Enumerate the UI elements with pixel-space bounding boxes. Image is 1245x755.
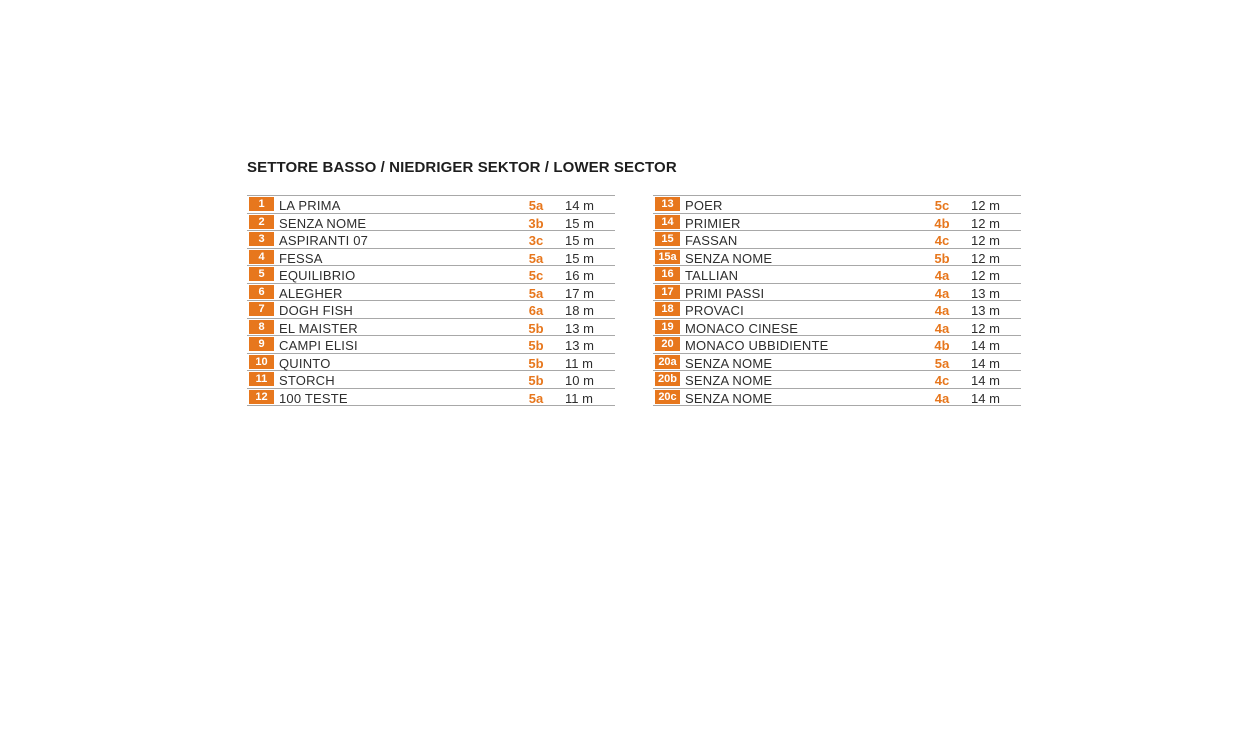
route-number-badge: 8 <box>249 320 274 334</box>
route-length: 14 m <box>971 390 1000 406</box>
route-number-badge: 15a <box>655 250 680 264</box>
route-name: EL MAISTER <box>279 320 358 336</box>
route-name: CAMPI ELISI <box>279 338 358 353</box>
route-row <box>653 249 1021 267</box>
route-name: STORCH <box>279 373 335 388</box>
route-name: 100 TESTE <box>279 390 348 406</box>
route-length: 15 m <box>565 250 594 266</box>
route-grade: 5b <box>528 320 544 336</box>
route-row <box>247 336 615 354</box>
route-row <box>653 231 1021 249</box>
route-grade: 4c <box>934 373 950 388</box>
route-number-badge: 20b <box>655 372 680 386</box>
route-length: 14 m <box>971 355 1000 371</box>
route-number-badge: 20a <box>655 355 680 369</box>
route-length: 10 m <box>565 373 594 388</box>
route-row <box>653 301 1021 319</box>
route-grade: 6a <box>528 303 544 318</box>
route-grade: 4c <box>934 233 950 248</box>
route-number-badge: 7 <box>249 302 274 316</box>
route-grade: 5b <box>934 250 950 266</box>
route-row <box>247 319 615 337</box>
route-length: 18 m <box>565 303 594 318</box>
route-name: LA PRIMA <box>279 198 341 213</box>
route-row <box>247 249 615 267</box>
route-name: PRIMI PASSI <box>685 285 765 301</box>
route-name: POER <box>685 198 723 213</box>
route-number-badge: 12 <box>249 390 274 404</box>
route-table-left <box>247 195 615 406</box>
route-row <box>247 196 615 214</box>
route-name: ALEGHER <box>279 285 343 301</box>
route-length: 11 m <box>565 390 593 406</box>
route-row <box>247 284 615 302</box>
route-grade: 5a <box>528 390 544 406</box>
route-length: 12 m <box>971 268 1000 283</box>
route-name: FASSAN <box>685 233 738 248</box>
route-row <box>653 389 1021 407</box>
route-name: MONACO CINESE <box>685 320 799 336</box>
route-row <box>653 354 1021 372</box>
route-name: SENZA NOME <box>685 250 773 266</box>
route-name: SENZA NOME <box>685 390 773 406</box>
route-grade: 4b <box>934 215 950 231</box>
route-number-badge: 9 <box>249 337 274 351</box>
route-number-badge: 4 <box>249 250 274 264</box>
route-table-right <box>653 195 1021 406</box>
route-grade: 5a <box>528 250 544 266</box>
route-number-badge: 13 <box>655 197 680 211</box>
route-name: MONACO UBBIDIENTE <box>685 338 829 353</box>
route-grade: 5b <box>528 373 544 388</box>
route-number-badge: 17 <box>655 285 680 299</box>
route-grade: 5a <box>934 355 950 371</box>
route-grade: 4a <box>934 303 950 318</box>
route-row <box>653 214 1021 232</box>
route-name: QUINTO <box>279 355 331 371</box>
route-name: SENZA NOME <box>685 355 773 371</box>
route-name: SENZA NOME <box>279 215 367 231</box>
route-length: 16 m <box>565 268 594 283</box>
route-grade: 5a <box>528 285 544 301</box>
route-name: DOGH FISH <box>279 303 354 318</box>
route-length: 14 m <box>971 373 1000 388</box>
route-name: PROVACI <box>685 303 744 318</box>
route-number-badge: 3 <box>249 232 274 246</box>
route-row <box>653 196 1021 214</box>
route-row <box>653 266 1021 284</box>
route-row <box>247 354 615 372</box>
route-name: FESSA <box>279 250 323 266</box>
route-length: 14 m <box>971 338 1000 353</box>
route-grade: 4a <box>934 285 950 301</box>
route-row <box>247 371 615 389</box>
route-grade: 3c <box>528 233 544 248</box>
route-length: 17 m <box>565 285 594 301</box>
route-length: 12 m <box>971 233 1000 248</box>
route-row <box>653 284 1021 302</box>
route-number-badge: 18 <box>655 302 680 316</box>
route-row <box>247 214 615 232</box>
route-number-badge: 20 <box>655 337 680 351</box>
route-number-badge: 2 <box>249 215 274 229</box>
route-number-badge: 10 <box>249 355 274 369</box>
route-row <box>653 371 1021 389</box>
route-grade: 5b <box>528 338 544 353</box>
route-length: 15 m <box>565 215 594 231</box>
route-grade: 4a <box>934 268 950 283</box>
route-name: PRIMIER <box>685 215 741 231</box>
route-length: 12 m <box>971 320 1000 336</box>
route-grade: 3b <box>528 215 544 231</box>
route-grade: 4a <box>934 320 950 336</box>
route-number-badge: 5 <box>249 267 274 281</box>
route-number-badge: 11 <box>249 372 274 386</box>
route-row <box>247 389 615 407</box>
route-name: EQUILIBRIO <box>279 268 356 283</box>
route-grade: 5a <box>528 198 544 213</box>
route-length: 13 m <box>971 285 1000 301</box>
route-number-badge: 19 <box>655 320 680 334</box>
route-number-badge: 14 <box>655 215 680 229</box>
route-row <box>653 319 1021 337</box>
route-row <box>247 266 615 284</box>
route-grade: 4b <box>934 338 950 353</box>
route-length: 11 m <box>565 355 593 371</box>
route-length: 14 m <box>565 198 594 213</box>
route-grade: 5c <box>934 198 950 213</box>
route-length: 13 m <box>565 338 594 353</box>
sector-title: SETTORE BASSO / NIEDRIGER SEKTOR / LOWER SECTOR <box>247 159 677 176</box>
route-number-badge: 1 <box>249 197 274 211</box>
route-name: TALLIAN <box>685 268 739 283</box>
route-length: 12 m <box>971 198 1000 213</box>
route-name: SENZA NOME <box>685 373 773 388</box>
route-row <box>247 231 615 249</box>
route-length: 13 m <box>971 303 1000 318</box>
route-length: 12 m <box>971 250 1000 266</box>
route-length: 15 m <box>565 233 594 248</box>
route-number-badge: 20c <box>655 390 680 404</box>
route-row <box>247 301 615 319</box>
route-number-badge: 15 <box>655 232 680 246</box>
route-length: 13 m <box>565 320 594 336</box>
route-grade: 4a <box>934 390 950 406</box>
route-number-badge: 16 <box>655 267 680 281</box>
route-name: ASPIRANTI 07 <box>279 233 369 248</box>
route-row <box>653 336 1021 354</box>
route-grade: 5b <box>528 355 544 371</box>
route-number-badge: 6 <box>249 285 274 299</box>
route-grade: 5c <box>528 268 544 283</box>
route-length: 12 m <box>971 215 1000 231</box>
